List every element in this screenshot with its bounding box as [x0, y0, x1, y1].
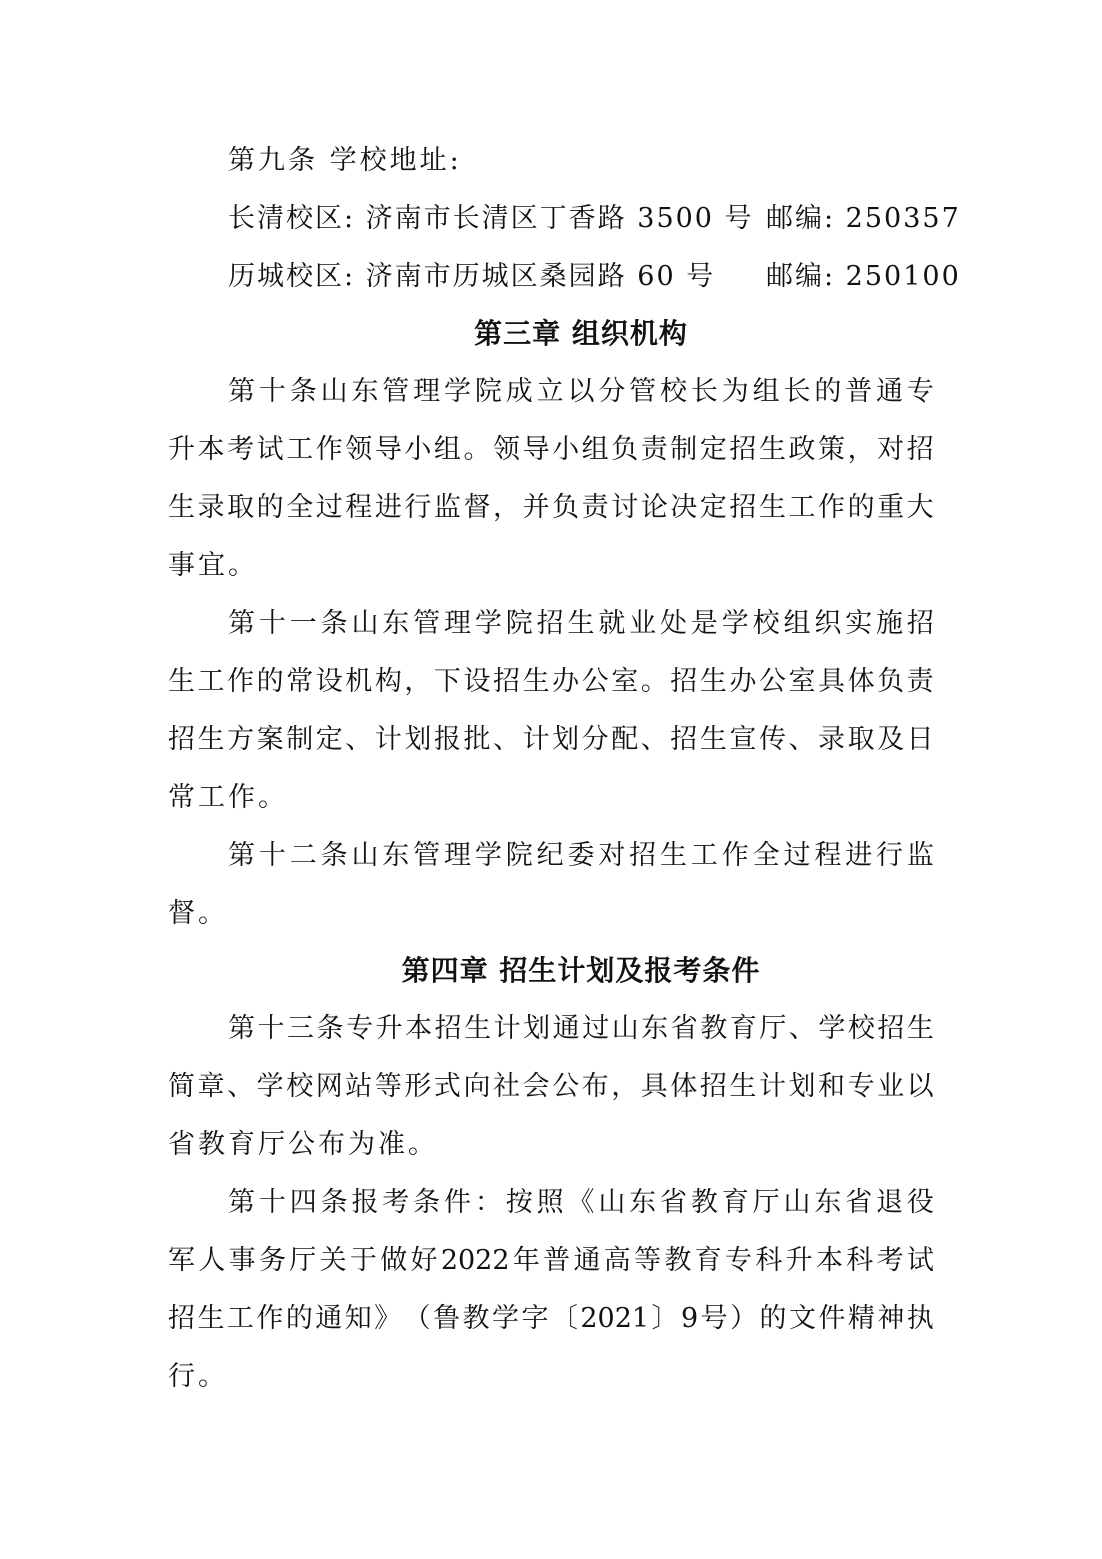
line-text: 常工作。 [168, 782, 288, 813]
article-11-line [168, 778, 934, 818]
campus-address: 长清校区: 济南市长清区丁香路 3500 号 [228, 203, 754, 234]
line-text: 省教育厅公布为准。 [168, 1129, 438, 1160]
line-text: 行。 [168, 1361, 228, 1392]
campus-address: 历城校区: 济南市历城区桑园路 60 号 [228, 261, 716, 292]
article-11-line: 生 工 作 的 常 设 机 构 ， 下 设 招 生 办 公 室 。 招 生 办 公 室 具 体 负 责 [168, 666, 934, 697]
article-12-line: 第 十 二 条 山 东 管 理 学 院 纪 委 对 招 生 工 作 全 过 程 进 行 监 [228, 840, 934, 871]
article-13-line: 简 章 、 学 校 网 站 等 形 式 向 社 会 公 布 ， 具 体 招 生 计 划 和 专 业 以 [168, 1071, 934, 1102]
article-14-line: 招 生 工 作 的 通 知 》 （ 鲁 教 学 字 〔 2021 〕 9 号 ） 的 文 件 精 神 执 [168, 1303, 934, 1334]
article-13-line: 第 十 三 条 专 升 本 招 生 计 划 通 过 山 东 省 教 育 厅 、 学 校 招 生 [228, 1013, 934, 1044]
article-10-line: 升 本 考 试 工 作 领 导 小 组 。 领 导 小 组 负 责 制 定 招 生 政 策 ， 对 招 [168, 434, 934, 465]
article-9-title [228, 141, 934, 181]
article-14-line: 第 十 四 条 报 考 条 件 ： 按 照 《 山 东 省 教 育 厅 山 东 省 退 役 [228, 1187, 934, 1218]
campus-postcode: 邮编: 250357 [766, 203, 961, 234]
article-10-line: 第 十 条 山 东 管 理 学 院 成 立 以 分 管 校 长 为 组 长 的 普 通 专 [228, 376, 934, 407]
article-10-line [168, 546, 934, 586]
article-10-line: 生 录 取 的 全 过 程 进 行 监 督 ， 并 负 责 讨 论 决 定 招 生 工 作 的 重 大 [168, 492, 934, 523]
article-9-title-text: 第九条 学校地址: [228, 145, 462, 176]
campus-postcode: 邮编: 250100 [766, 261, 961, 292]
line-text: 督。 [168, 898, 228, 929]
campus-changqing [228, 199, 961, 239]
article-14-line: 军 人 事 务 厅 关 于 做 好 2022 年 普 通 高 等 教 育 专 科 升 本 科 考 试 [168, 1245, 934, 1276]
article-12-line [168, 894, 934, 934]
article-14-line [168, 1357, 934, 1397]
article-11-line: 第 十 一 条 山 东 管 理 学 院 招 生 就 业 处 是 学 校 组 织 实 施 招 [228, 608, 934, 639]
article-13-line [168, 1125, 934, 1165]
line-text: 事宜。 [168, 550, 258, 581]
chapter-3-heading: 第三章 组织机构 [474, 317, 688, 350]
article-11-line: 招 生 方 案 制 定 、 计 划 报 批 、 计 划 分 配 、 招 生 宣 传 、 录 取 及 日 [168, 724, 934, 755]
campus-licheng [228, 257, 961, 297]
chapter-4-heading: 第四章 招生计划及报考条件 [401, 954, 761, 987]
